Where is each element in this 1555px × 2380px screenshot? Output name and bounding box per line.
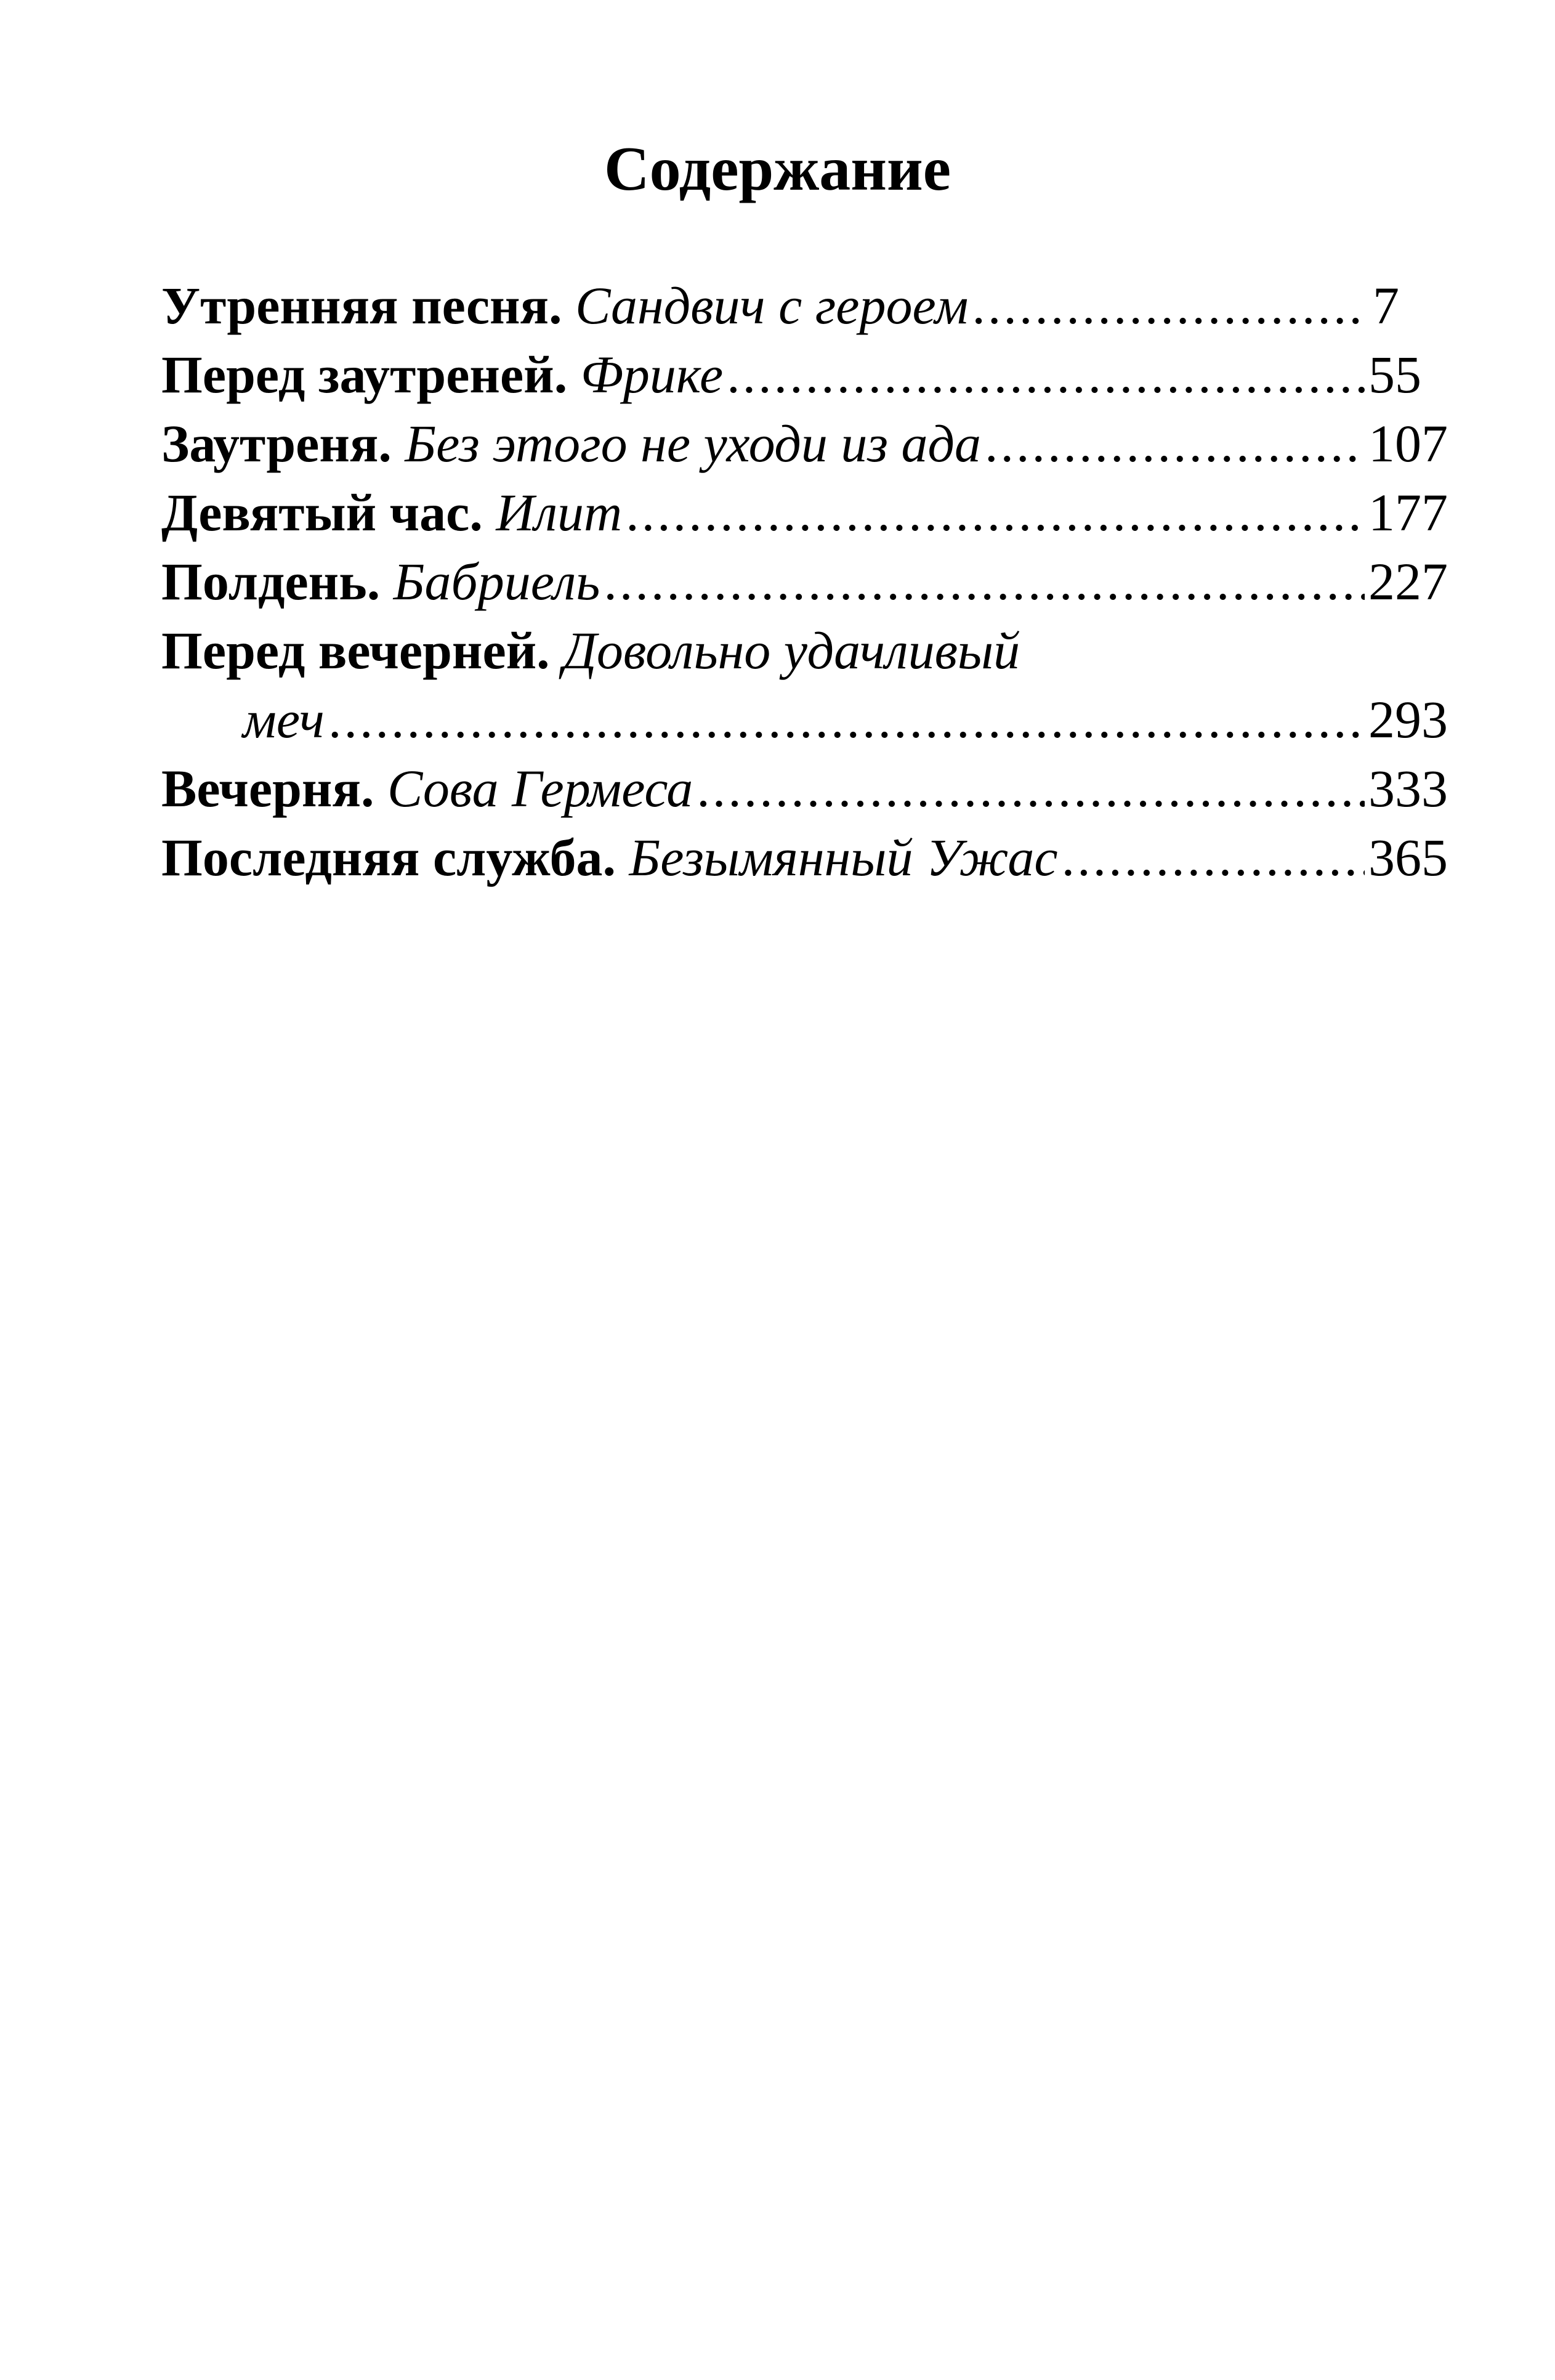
toc-subtitle: Без этого не уходи из ада xyxy=(405,414,981,473)
toc-part-title: Полдень. xyxy=(161,552,381,611)
toc-subtitle: Довольно удачливый xyxy=(563,621,1020,680)
toc-subtitle-continuation: меч xyxy=(243,690,325,749)
toc-entry-label xyxy=(161,754,693,823)
dot-leader xyxy=(697,754,1365,823)
toc-subtitle: Безымянный Ужас xyxy=(629,828,1058,887)
toc-page-number: 7 xyxy=(1373,276,1399,335)
toc-page-number: 177 xyxy=(1368,483,1448,542)
toc-subtitle: Фрике xyxy=(580,345,724,404)
toc-entry-label xyxy=(161,340,723,409)
toc-entry-label xyxy=(243,685,325,754)
toc-entry-continuation[interactable] xyxy=(161,685,1448,754)
toc-entry-label xyxy=(161,823,1058,892)
toc-page-number: 293 xyxy=(1368,690,1448,749)
toc-subtitle: Сова Гермеса xyxy=(387,759,693,818)
dot-leader xyxy=(1062,823,1365,892)
dot-leader xyxy=(727,340,1365,409)
toc-entry-label xyxy=(161,616,1020,685)
toc-entry[interactable] xyxy=(161,823,1448,892)
toc-entry-label xyxy=(161,547,600,616)
toc-subtitle: Бабриель xyxy=(393,552,600,611)
toc-part-title: Заутреня. xyxy=(161,414,392,473)
toc-page-number: 55 xyxy=(1368,345,1421,404)
toc-part-title: Последняя служба. xyxy=(161,828,616,887)
dot-leader xyxy=(972,271,1365,340)
dot-leader xyxy=(626,478,1365,547)
toc-entry[interactable] xyxy=(161,616,1399,685)
toc-part-title: Девятый час. xyxy=(161,483,483,542)
toc-subtitle: Сандвич с героем xyxy=(575,276,969,335)
toc-part-title: Перед вечерней. xyxy=(161,621,550,680)
toc-subtitle: Илит xyxy=(496,483,623,542)
toc-page-number: 227 xyxy=(1368,552,1448,611)
toc-entry-label xyxy=(161,409,981,478)
toc-entry[interactable] xyxy=(161,478,1448,547)
toc-page-number: 107 xyxy=(1368,414,1448,473)
toc-entry[interactable] xyxy=(161,409,1448,478)
toc-page-number: 365 xyxy=(1368,828,1448,887)
toc-part-title: Утренняя песня. xyxy=(161,276,562,335)
toc-part-title: Перед заутреней. xyxy=(161,345,568,404)
toc-entry-label xyxy=(161,271,968,340)
toc-entry-label xyxy=(161,478,622,547)
dot-leader xyxy=(328,685,1365,754)
toc-entry[interactable] xyxy=(161,754,1448,823)
page-title: Содержание xyxy=(604,134,951,204)
toc-entry[interactable] xyxy=(161,340,1421,409)
toc-page-number: 333 xyxy=(1368,759,1448,818)
toc-entry[interactable] xyxy=(161,271,1399,340)
toc-part-title: Вечерня. xyxy=(161,759,374,818)
toc-entry[interactable] xyxy=(161,547,1448,616)
dot-leader xyxy=(604,547,1365,616)
table-of-contents xyxy=(161,271,1448,892)
dot-leader xyxy=(985,409,1365,478)
